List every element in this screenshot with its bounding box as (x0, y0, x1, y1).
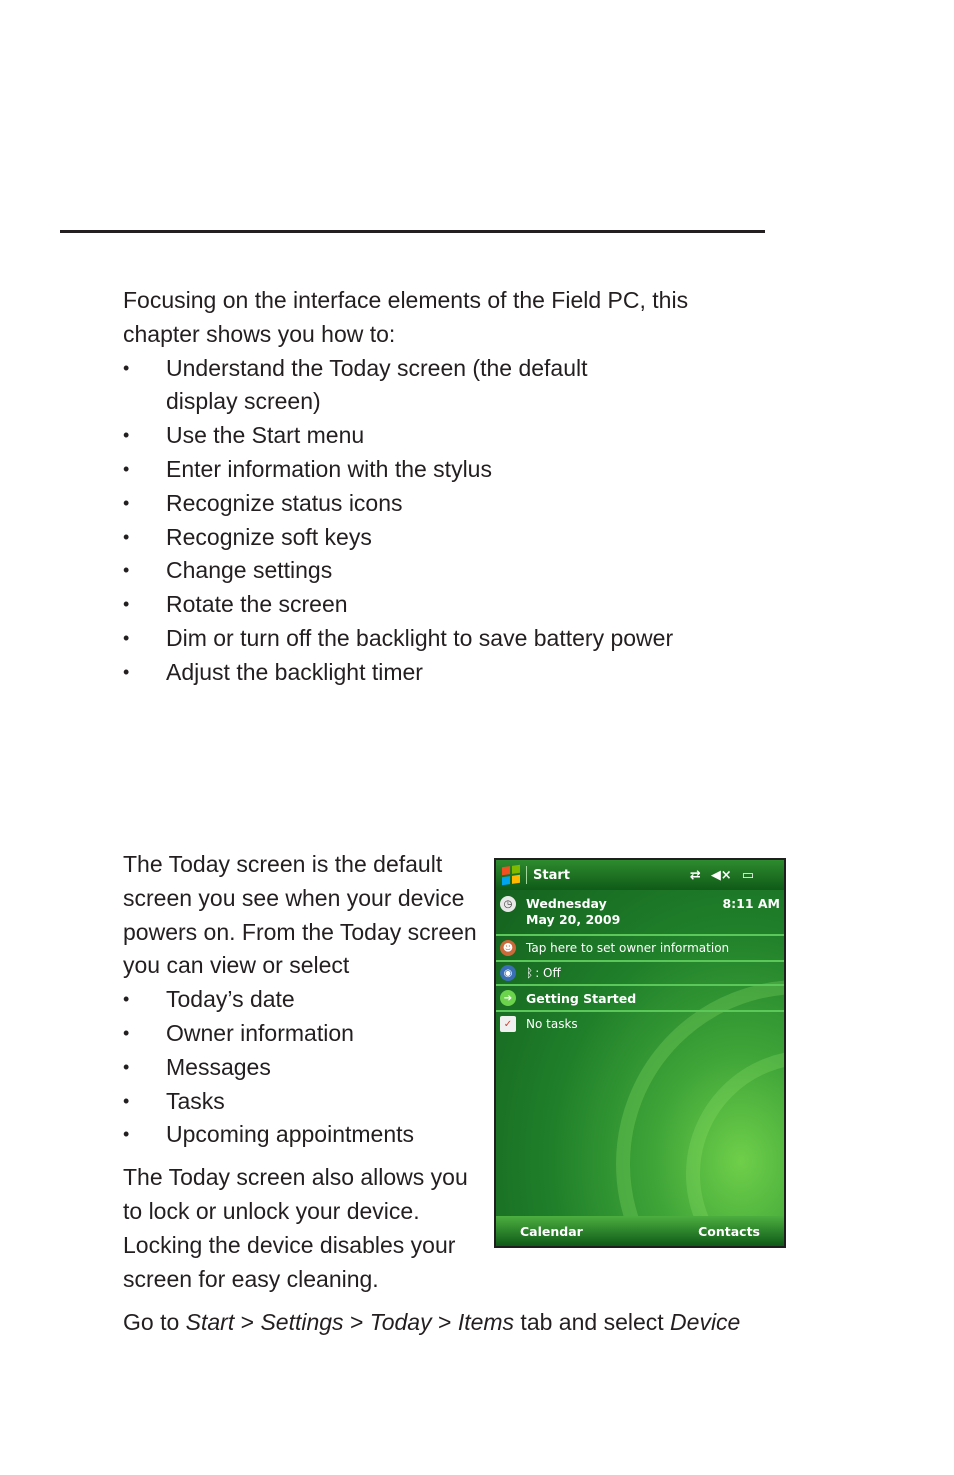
getting-started-icon: ➔ (500, 990, 516, 1006)
connectivity-icon[interactable]: ⇄ (689, 867, 701, 883)
chapter-divider (60, 230, 765, 233)
soft-key-bar (496, 1216, 784, 1246)
battery-icon[interactable]: ▭ (741, 867, 754, 883)
list-item: • Owner information (123, 1017, 543, 1051)
separator: > (343, 1309, 370, 1335)
intro-bullet-list (123, 352, 763, 690)
intro-paragraph: Focusing on the interface elements of the Field PC, this chapter shows you how to: (123, 287, 689, 347)
instruction-text: tab and select (514, 1309, 671, 1335)
separator: > (234, 1309, 261, 1335)
getting-started-label: Getting Started (526, 990, 637, 1006)
owner-label: Tap here to set owner information (526, 941, 730, 955)
clock-icon: ◷ (500, 896, 516, 912)
date-row[interactable] (496, 892, 784, 936)
tasks-label: No tasks (526, 1017, 578, 1031)
windows-start-icon[interactable] (502, 865, 520, 886)
today-bullet-list (123, 983, 543, 1152)
list-item: • Upcoming appointments (123, 1118, 543, 1152)
list-item: • Tasks (123, 1085, 543, 1119)
time-label: 8:11 AM (722, 896, 780, 911)
list-item: • Enter information with the stylus (123, 453, 763, 487)
list-item: • Messages (123, 1051, 543, 1085)
instruction-text: Go to (123, 1309, 186, 1335)
date-label: May 20, 2009 (526, 912, 621, 927)
device-ref: Device (670, 1309, 741, 1335)
list-item: • Rotate the screen (123, 588, 763, 622)
list-item: • Change settings (123, 554, 763, 588)
today-section (123, 848, 543, 1296)
today-screen-screenshot (494, 858, 786, 1248)
start-ref: Start (185, 1309, 235, 1335)
separator: > (431, 1309, 458, 1335)
today-ref: Today (369, 1309, 432, 1335)
list-item: • Dim or turn off the backlight to save battery power (123, 622, 763, 656)
instruction-section (123, 1306, 843, 1340)
intro-section (123, 284, 763, 690)
lock-paragraph: The Today screen also allows you to lock or unlock your device. Locking the device disables your screen for easy cleaning. (123, 1164, 468, 1292)
items-ref: Items (457, 1309, 515, 1335)
list-item: • Adjust the backlight timer (123, 656, 763, 690)
list-item: • Use the Start menu (123, 419, 763, 453)
bluetooth-status: : Off (535, 966, 561, 980)
status-icons (690, 868, 754, 883)
day-label: Wednesday (526, 896, 607, 911)
tasks-icon: ✓ (500, 1016, 516, 1032)
owner-row[interactable] (496, 936, 784, 960)
wireless-icon: ◉ (500, 965, 516, 981)
list-item: • Understand the Today screen (the default display screen) (123, 352, 636, 420)
volume-muted-icon[interactable]: ◀× (710, 867, 732, 883)
user-icon: ☻ (500, 940, 516, 956)
list-item: • Recognize status icons (123, 487, 763, 521)
tasks-row[interactable] (496, 1012, 784, 1036)
title-separator (526, 866, 527, 884)
bluetooth-row[interactable] (496, 962, 784, 984)
getting-started-row[interactable] (496, 986, 784, 1010)
contacts-softkey[interactable]: Contacts (698, 1223, 760, 1239)
today-paragraph: The Today screen is the default screen you see when your device powers on. From the Today screen you can view or select (123, 851, 477, 979)
list-item: • Recognize soft keys (123, 521, 763, 555)
settings-ref: Settings (260, 1309, 344, 1335)
instruction-paragraph (123, 1306, 843, 1340)
calendar-softkey[interactable]: Calendar (520, 1223, 583, 1239)
start-label[interactable]: Start (533, 867, 570, 883)
list-item: • Today’s date (123, 983, 543, 1017)
bluetooth-icon: ᛒ (526, 966, 534, 980)
title-bar (496, 860, 784, 890)
